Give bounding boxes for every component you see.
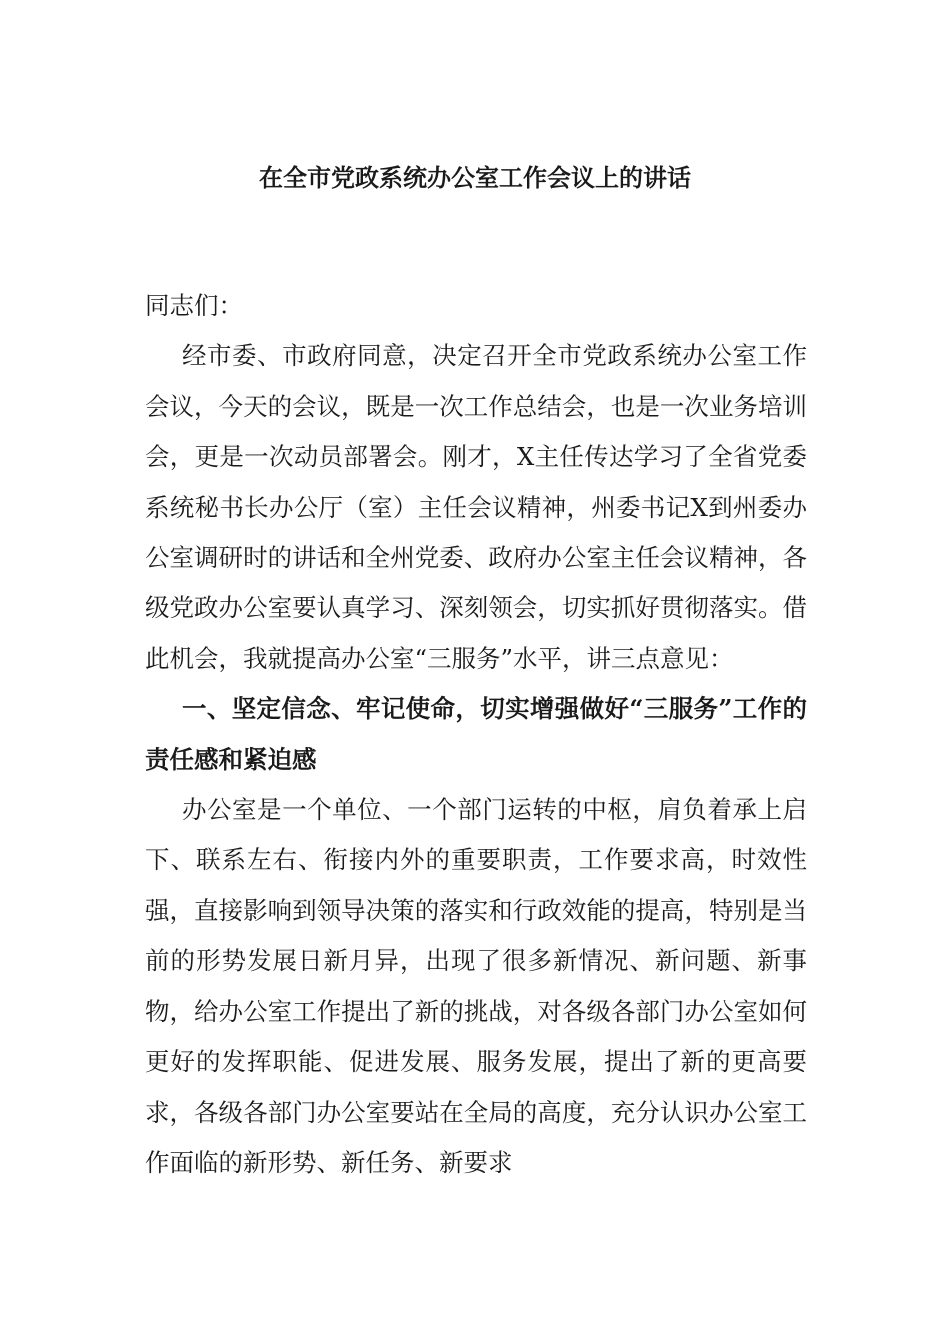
document-title: 在全市党政系统办公室工作会议上的讲话 [259,163,691,192]
salutation: 同志们： [145,291,243,320]
section-heading-1: 一、坚定信念、牢记使命，切实增强做好“三服务”工作的责任感和紧迫感 [145,694,807,774]
paragraph-section-1: 办公室是一个单位、一个部门运转的中枢，肩负着承上启下、联系左右、衔接内外的重要职责，工作要求高，时效性强，直接影响到领导决策的落实和行政效能的提高，特别是当前的形势发展日新月异，出现了很多新情况、新问题、新事物，给办公室工作提出了新的挑战，对各级各部门办公室如何更好的发挥职能、促进发展、服务发展，提出了新的更高要求，各级各部门办公室要站在全局的高度，充分认识办公室工作面临的新形势、新任务、新要求 [145,795,807,1177]
document-body [145,281,807,1188]
paragraph-intro: 经市委、市政府同意，决定召开全市党政系统办公室工作会议，今天的会议，既是一次工作总结会，也是一次业务培训会，更是一次动员部署会。刚才，X主任传达学习了全省党委系统秘书长办公厅（室）主任会议精神，州委书记X到州委办公室调研时的讲话和全州党委、政府办公室主任会议精神，各级党政办公室要认真学习、深刻领会，切实抓好贯彻落实。借此机会，我就提高办公室“三服务”水平，讲三点意见： [145,341,807,673]
